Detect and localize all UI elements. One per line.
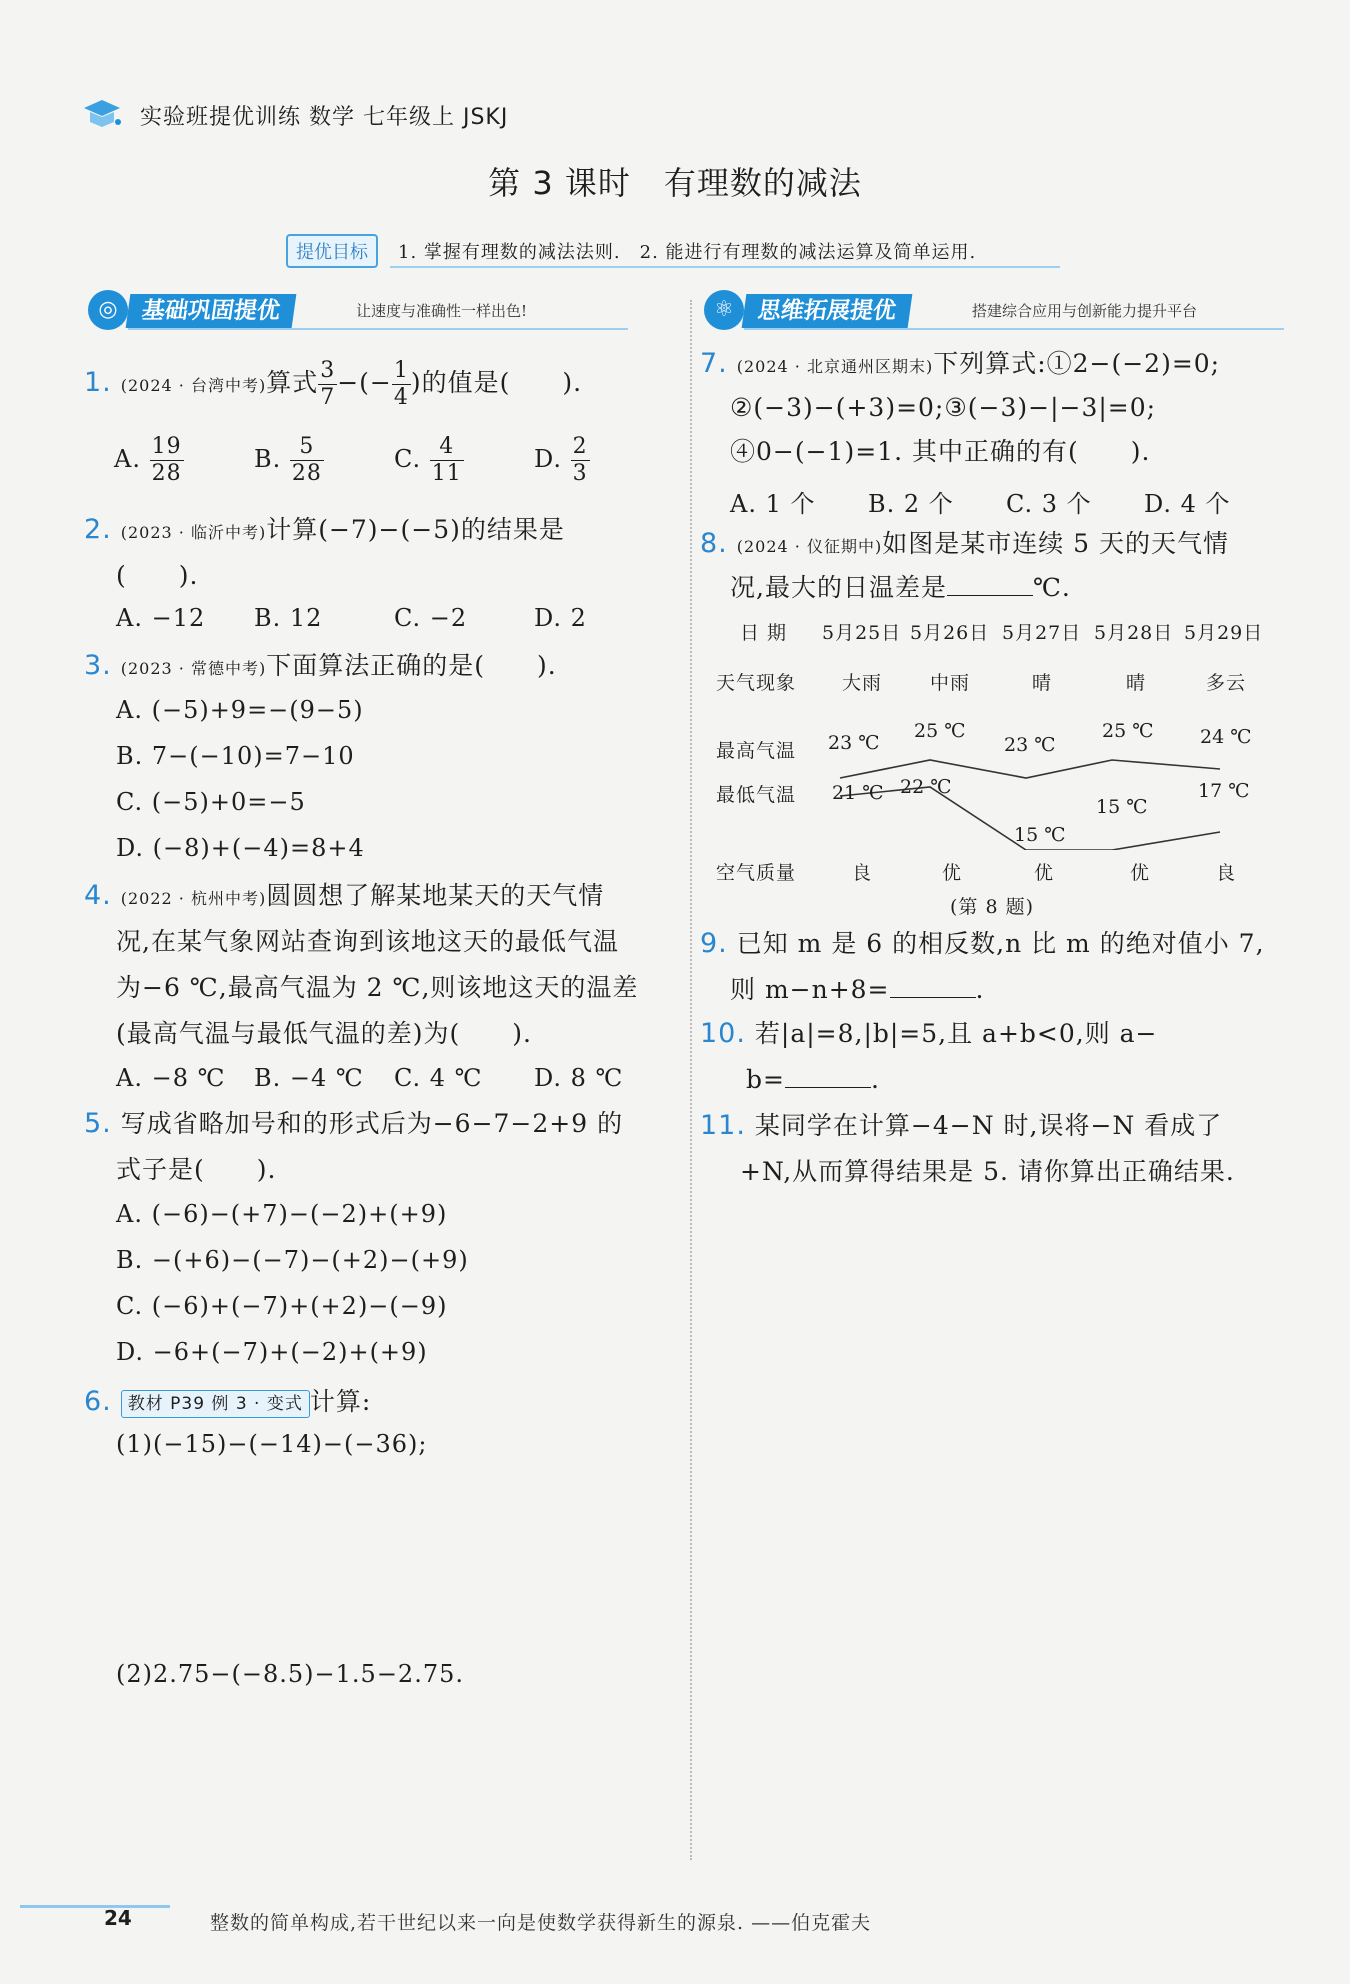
section-banner-basic xyxy=(88,290,628,332)
air-cell: 优 xyxy=(942,862,963,884)
question-text: 某同学在计算−4−N 时,误将−N 看成了 xyxy=(754,1111,1223,1140)
section-title: 基础巩固提优 xyxy=(126,294,297,328)
goal-tag: 提优目标 xyxy=(286,234,378,268)
low-temp-label: 22 ℃ xyxy=(900,776,952,798)
question-11 xyxy=(700,1104,1222,1148)
question-text: 已知 m 是 6 的相反数,n 比 m 的绝对值小 7, xyxy=(736,929,1265,958)
low-temp-label: 21 ℃ xyxy=(832,782,884,804)
question-source: (2024 · 北京通州区期末) xyxy=(736,357,934,376)
condition-cell: 晴 xyxy=(1032,672,1053,694)
section-underline xyxy=(744,328,1284,330)
question-5 xyxy=(84,1102,623,1146)
date-cell: 5月26日 xyxy=(910,622,990,644)
question-number: 2. xyxy=(84,514,112,545)
option-c: C. −2 xyxy=(394,604,468,632)
row-label-weather: 天气现象 xyxy=(716,672,797,694)
question-3 xyxy=(84,644,557,691)
fraction: $\frac{3}{7}$ xyxy=(320,358,336,410)
question-4-line2: 况,在某气象网站查询到该地这天的最低气温 xyxy=(116,927,619,956)
question-4 xyxy=(84,874,604,921)
option-d: D. 4 个 xyxy=(1144,490,1231,518)
atom-icon: ⚛ xyxy=(704,290,744,330)
question-6-part-2: (2)2.75−(−8.5)−1.5−2.75. xyxy=(116,1660,464,1688)
date-cell: 5月28日 xyxy=(1094,622,1174,644)
question-source: (2024 · 仪征期中) xyxy=(736,537,883,556)
high-temp-label: 24 ℃ xyxy=(1200,726,1252,748)
question-8 xyxy=(700,522,1229,569)
question-10 xyxy=(700,1012,1158,1056)
air-cell: 优 xyxy=(1130,862,1151,884)
question-10-line2: b= . xyxy=(746,1058,880,1102)
learning-goals xyxy=(286,230,1072,270)
section-banner-extension xyxy=(704,290,1284,332)
option-d: D. 2 xyxy=(534,604,587,632)
question-source: (2023 · 临沂中考) xyxy=(120,523,267,542)
question-text: )的值是( ). xyxy=(410,368,583,397)
option-c: C. $\frac{4}{11}$ xyxy=(394,434,462,486)
question-4-line3: 为−6 ℃,最高气温为 2 ℃,则该地这天的温差 xyxy=(116,973,639,1002)
condition-cell: 晴 xyxy=(1126,672,1147,694)
condition-cell: 大雨 xyxy=(842,672,883,694)
page-number: 24 xyxy=(104,1906,132,1930)
condition-cell: 中雨 xyxy=(930,672,971,694)
option-b: B. 2 个 xyxy=(868,490,954,518)
option-b: B. 7−(−10)=7−10 xyxy=(116,742,355,770)
option-b: B. 12 xyxy=(254,604,323,632)
lesson-title: 第 3 课时 有理数的减法 xyxy=(488,164,862,202)
question-11-line2: +N,从而算得结果是 5. 请你算出正确结果. xyxy=(740,1157,1235,1186)
section-title: 思维拓展提优 xyxy=(742,294,913,328)
question-text: 若|a|=8,|b|=5,且 a+b<0,则 a− xyxy=(754,1019,1158,1048)
footer-line xyxy=(20,1905,170,1908)
option-b: B. −4 ℃ xyxy=(254,1064,364,1092)
option-a: A. −8 ℃ xyxy=(116,1064,226,1092)
date-cell: 5月25日 xyxy=(822,622,902,644)
column-divider xyxy=(690,300,692,1860)
high-temp-label: 25 ℃ xyxy=(1102,720,1154,742)
question-6-part-1: (1)(−15)−(−14)−(−36); xyxy=(116,1430,428,1458)
question-2 xyxy=(84,508,565,555)
option-b: B. −(+6)−(−7)−(+2)−(+9) xyxy=(116,1246,469,1274)
answer-blank[interactable] xyxy=(890,969,976,998)
question-number: 8. xyxy=(700,528,728,559)
question-text: 计算: xyxy=(309,1387,372,1416)
figure-caption: (第 8 题) xyxy=(950,896,1034,918)
question-text: 计算(−7)−(−5)的结果是 xyxy=(266,515,565,544)
question-5-line2: 式子是( ). xyxy=(116,1155,277,1184)
answer-blank[interactable] xyxy=(785,1059,871,1088)
option-c: C. 3 个 xyxy=(1006,490,1092,518)
option-d: D. 8 ℃ xyxy=(534,1064,624,1092)
question-text: 圆圆想了解某地某天的天气情 xyxy=(266,881,605,910)
question-source: (2024 · 台湾中考) xyxy=(120,376,267,395)
high-temp-label: 25 ℃ xyxy=(914,720,966,742)
low-temp-label: 15 ℃ xyxy=(1096,796,1148,818)
high-temp-label: 23 ℃ xyxy=(1004,734,1056,756)
question-number: 6. xyxy=(84,1386,112,1417)
air-cell: 优 xyxy=(1034,862,1055,884)
row-label-date: 日 期 xyxy=(740,622,788,644)
question-number: 4. xyxy=(84,880,112,911)
question-text: 下面算法正确的是( ). xyxy=(266,651,557,680)
low-temp-label: 17 ℃ xyxy=(1198,780,1250,802)
date-cell: 5月29日 xyxy=(1184,622,1264,644)
option-d: D. −6+(−7)+(−2)+(+9) xyxy=(116,1338,428,1366)
row-label-low: 最低气温 xyxy=(716,784,797,806)
goal-text: 1. 掌握有理数的减法法则. 2. 能进行有理数的减法运算及简单运用. xyxy=(398,242,977,263)
question-number: 10. xyxy=(700,1018,746,1049)
question-9 xyxy=(700,922,1265,966)
option-d: D. $\frac{2}{3}$ xyxy=(534,434,588,486)
option-a: A. (−5)+9=−(9−5) xyxy=(116,696,364,724)
low-temp-label: 15 ℃ xyxy=(1014,824,1066,846)
option-b: B. $\frac{5}{28}$ xyxy=(254,434,322,486)
question-text: −(− xyxy=(337,368,392,397)
option-a: A. $\frac{19}{28}$ xyxy=(114,434,182,486)
fraction: $\frac{1}{4}$ xyxy=(393,358,409,410)
air-cell: 良 xyxy=(1216,862,1237,884)
row-label-high: 最高气温 xyxy=(716,740,797,762)
option-c: C. (−6)+(−7)+(+2)−(−9) xyxy=(116,1292,448,1320)
option-c: C. (−5)+0=−5 xyxy=(116,788,306,816)
question-number: 3. xyxy=(84,650,112,681)
question-8-line2: 况,最大的日温差是 ℃. xyxy=(730,566,1071,610)
question-text: 写成省略加号和的形式后为−6−7−2+9 的 xyxy=(120,1109,624,1138)
question-9-line2: 则 m−n+8= . xyxy=(730,968,984,1012)
high-temp-label: 23 ℃ xyxy=(828,732,880,754)
goal-underline xyxy=(390,266,1060,268)
textbook-tag: 教材 P39 例 3 · 变式 xyxy=(121,1390,310,1418)
section-subtitle: 搭建综合应用与创新能力提升平台 xyxy=(972,302,1198,320)
option-a: A. 1 个 xyxy=(730,490,816,518)
option-c: C. 4 ℃ xyxy=(394,1064,483,1092)
question-text: 如图是某市连续 5 天的天气情 xyxy=(882,529,1229,558)
answer-blank[interactable] xyxy=(947,567,1033,596)
question-number: 11. xyxy=(700,1110,746,1141)
question-source: (2022 · 杭州中考) xyxy=(120,889,267,908)
question-4-line4: (最高气温与最低气温的差)为( ). xyxy=(116,1019,532,1048)
question-number: 9. xyxy=(700,928,728,959)
question-6 xyxy=(84,1380,371,1424)
option-a: A. (−6)−(+7)−(−2)+(+9) xyxy=(116,1200,448,1228)
footer-quote: 整数的简单构成,若干世纪以来一向是使数学获得新生的源泉. ——伯克霍夫 xyxy=(210,1912,872,1934)
book-logo-icon xyxy=(82,96,122,130)
option-d: D. (−8)+(−4)=8+4 xyxy=(116,834,365,862)
high-temp-line xyxy=(840,760,1220,778)
air-cell: 良 xyxy=(852,862,873,884)
question-text: 下列算式:①2−(−2)=0; xyxy=(933,349,1221,378)
question-source: (2023 · 常德中考) xyxy=(120,659,267,678)
section-underline xyxy=(128,328,628,330)
book-title: 实验班提优训练 数学 七年级上 JSKJ xyxy=(140,105,509,130)
question-number: 5. xyxy=(84,1108,112,1139)
condition-cell: 多云 xyxy=(1206,672,1247,694)
question-7-line3: ④0−(−1)=1. 其中正确的有( ). xyxy=(730,437,1151,466)
question-number: 7. xyxy=(700,348,728,379)
option-a: A. −12 xyxy=(116,604,206,632)
question-2-line2: ( ). xyxy=(116,561,199,590)
question-7 xyxy=(700,342,1220,389)
target-icon: ◎ xyxy=(88,290,128,330)
date-cell: 5月27日 xyxy=(1002,622,1082,644)
question-number: 1. xyxy=(84,367,112,398)
question-7-line2: ②(−3)−(+3)=0;③(−3)−|−3|=0; xyxy=(730,393,1157,422)
section-subtitle: 让速度与准确性一样出色! xyxy=(356,302,528,320)
row-label-air: 空气质量 xyxy=(716,862,797,884)
question-text: 算式 xyxy=(266,368,319,397)
question-1 xyxy=(84,358,582,411)
